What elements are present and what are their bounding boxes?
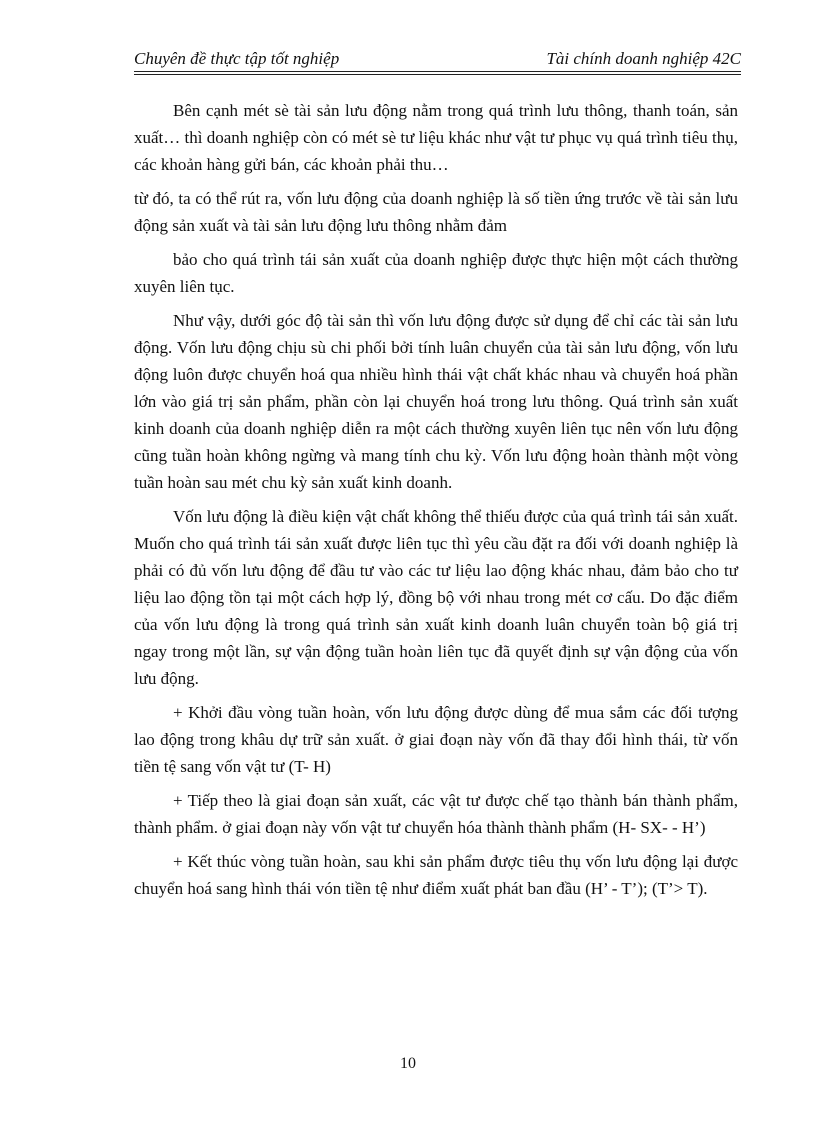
body-text xyxy=(134,97,738,909)
paragraph: Bên cạnh mét sè tài sản lưu động nằm trong quá trình lưu thông, thanh toán, sản xuất… thì doanh nghiệp còn có mét sè tư liệu khác như vật tư phục vụ quá trình tiêu thụ, các khoản hàng gửi bán, các khoản phải thu… xyxy=(134,101,738,174)
paragraph: + Khởi đầu vòng tuần hoàn, vốn lưu động được dùng để mua sắm các đối tượng lao động trong khâu dự trữ sản xuất. ở giai đoạn này vốn đã thay đổi hình thái, từ vốn tiền tệ sang vốn vật tư (T- H) xyxy=(134,703,738,776)
paragraph: + Tiếp theo là giai đoạn sản xuất, các vật tư được chế tạo thành bán thành phẩm, thành phẩm. ở giai đoạn này vốn vật tư chuyển hóa thành thành phẩm (H- SX- - H’) xyxy=(134,791,738,837)
paragraph: Vốn lưu động là điều kiện vật chất không thể thiếu được của quá trình tái sản xuất. Muốn cho quá trình tái sản xuất được liên tục thì yêu cầu đặt ra đối với doanh nghiệp là phải có đủ vốn lưu động để đầu tư vào các tư liệu lao động khác nhau, đảm bảo cho tư liệu lao động tồn tại một cách hợp lý, đồng bộ với nhau trong mét cơ cấu. Do đặc điểm của vốn lưu động là trong quá trình sản xuất kinh doanh luân chuyển toàn bộ giá trị ngay trong một lần, sự vận động tuần hoàn liên tục đã quyết định sự vận động của vốn lưu động. xyxy=(134,507,738,688)
header-double-rule xyxy=(134,74,741,75)
page-number: 10 xyxy=(400,1055,416,1072)
header-right-title: Tài chính doanh nghiệp 42C xyxy=(546,49,741,68)
page-header xyxy=(134,47,741,72)
header-left-title: Chuyên đề thực tập tốt nghiệp xyxy=(134,49,340,68)
paragraph: Như vậy, dưới góc độ tài sản thì vốn lưu động được sử dụng để chỉ các tài sản lưu động. Vốn lưu động chịu sù chi phối bởi tính luân chuyển của tài sản lưu động, vốn lưu động luôn được chuyển hoá qua nhiều hình thái vật chất khác nhau và chuyển hoá phần lớn vào giá trị sản phẩm, phần còn lại chuyển hoá trong lưu thông. Quá trình sản xuất kinh doanh của doanh nghiệp diễn ra một cách thường xuyên liên tục nên vốn lưu động cũng tuần hoàn không ngừng và mang tính chu kỳ. Vốn lưu động hoàn thành một vòng tuần hoàn sau mét chu kỳ sản xuất kinh doanh. xyxy=(134,311,738,492)
paragraph: từ đó, ta có thể rút ra, vốn lưu động của doanh nghiệp là số tiền ứng trước về tài sản lưu động sản xuất và tài sản lưu động lưu thông nhằm đảm xyxy=(134,189,738,235)
paragraph: bảo cho quá trình tái sản xuất của doanh nghiệp được thực hiện một cách thường xuyên liên tục. xyxy=(134,250,738,296)
paragraph: + Kết thúc vòng tuần hoàn, sau khi sản phẩm được tiêu thụ vốn lưu động lại được chuyển hoá sang hình thái vón tiền tệ như điểm xuất phát ban đầu (H’ - T’); (T’> T). xyxy=(134,852,738,898)
